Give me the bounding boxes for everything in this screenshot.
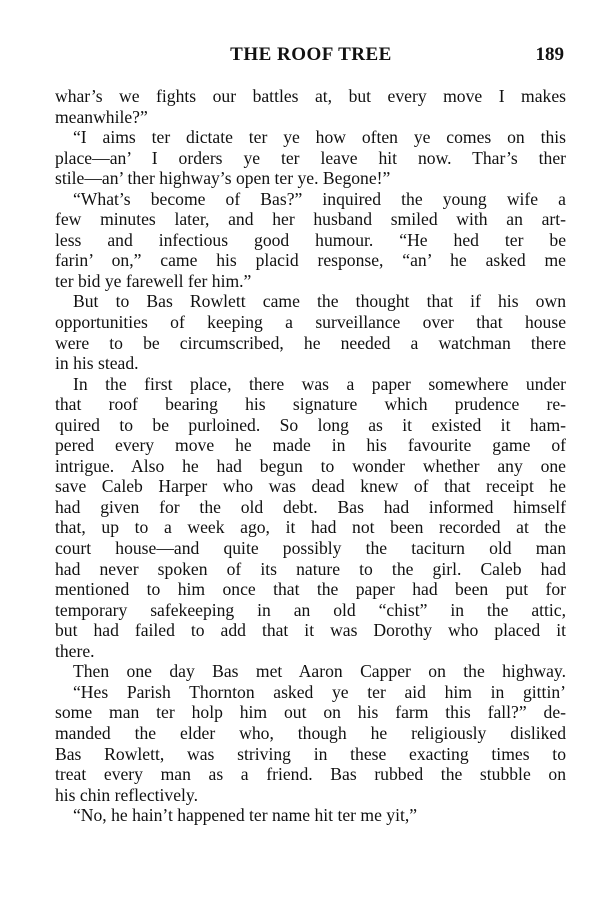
- text-line: in his stead.: [55, 353, 139, 374]
- text-line: opportunities of keeping a surveillance over that house: [55, 312, 566, 333]
- text-line: few minutes later, and her husband smiled with an art-: [55, 209, 566, 230]
- text-line: whar’s we fights our battles at, but every move I makes: [55, 86, 566, 106]
- text-line: had never spoken of its nature to the girl. Caleb had: [55, 558, 566, 579]
- text-line: “No, he hain’t happened ter name hit ter me yit,”: [73, 805, 418, 826]
- text-line: had given for the old debt. Bas had informed himself: [55, 496, 566, 517]
- text-line: “Hes Parish Thornton asked ye ter aid him in gittin’: [73, 681, 566, 702]
- text-line: quired to be purloined. So long as it existed it ham-: [55, 414, 566, 435]
- text-line: stile—an’ ther highway’s open ter ye. Begone!”: [55, 168, 391, 189]
- text-line: In the first place, there was a paper somewhere under: [73, 373, 566, 394]
- page-header: [56, 44, 566, 72]
- text-line: intrigue. Also he had begun to wonder whether any one: [55, 455, 566, 476]
- text-line: Then one day Bas met Aaron Capper on the highway.: [73, 661, 566, 682]
- text-line: “I aims ter dictate ter ye how often ye comes on this: [73, 127, 566, 148]
- body-text: [55, 86, 566, 826]
- text-line: his chin reflectively.: [55, 784, 198, 805]
- text-line: some man ter holp him out on his farm this fall?” de-: [55, 702, 566, 723]
- text-line: But to Bas Rowlett came the thought that if his own: [73, 291, 566, 312]
- text-line: temporary safekeeping in an old “chist” in the attic,: [55, 599, 566, 620]
- page-number: 189: [535, 44, 564, 65]
- text-line: court house—and quite possibly the taciturn old man: [55, 538, 566, 559]
- text-line: pered every move he made in his favourite game of: [55, 435, 566, 456]
- text-line: farin’ on,” came his placid response, “an’ he asked me: [55, 250, 566, 271]
- text-line: but had failed to add that it was Dorothy who placed it: [55, 620, 566, 641]
- text-line: place—an’ I orders ye ter leave hit now. Thar’s ther: [55, 147, 566, 168]
- text-line: meanwhile?”: [55, 106, 148, 127]
- text-line: that, up to a week ago, it had not been recorded at the: [55, 517, 566, 538]
- running-title: THE ROOF TREE: [230, 44, 392, 65]
- text-line: Bas Rowlett, was striving in these exacting times to: [55, 743, 566, 764]
- text-line: save Caleb Harper who was dead knew of that receipt he: [55, 476, 566, 497]
- text-line: treat every man as a friend. Bas rubbed the stubble on: [55, 764, 566, 785]
- text-line: were to be circumscribed, he needed a watchman there: [55, 332, 566, 353]
- text-line: mentioned to him once that the paper had been put for: [55, 579, 566, 600]
- text-line: ter bid ye farewell fer him.”: [55, 270, 252, 291]
- text-line: “What’s become of Bas?” inquired the young wife a: [73, 188, 566, 209]
- text-line: there.: [55, 640, 95, 661]
- text-line: that roof bearing his signature which prudence re-: [55, 394, 566, 415]
- text-line: manded the elder who, though he religiously disliked: [55, 722, 566, 743]
- text-line: less and infectious good humour. “He hed ter be: [55, 229, 566, 250]
